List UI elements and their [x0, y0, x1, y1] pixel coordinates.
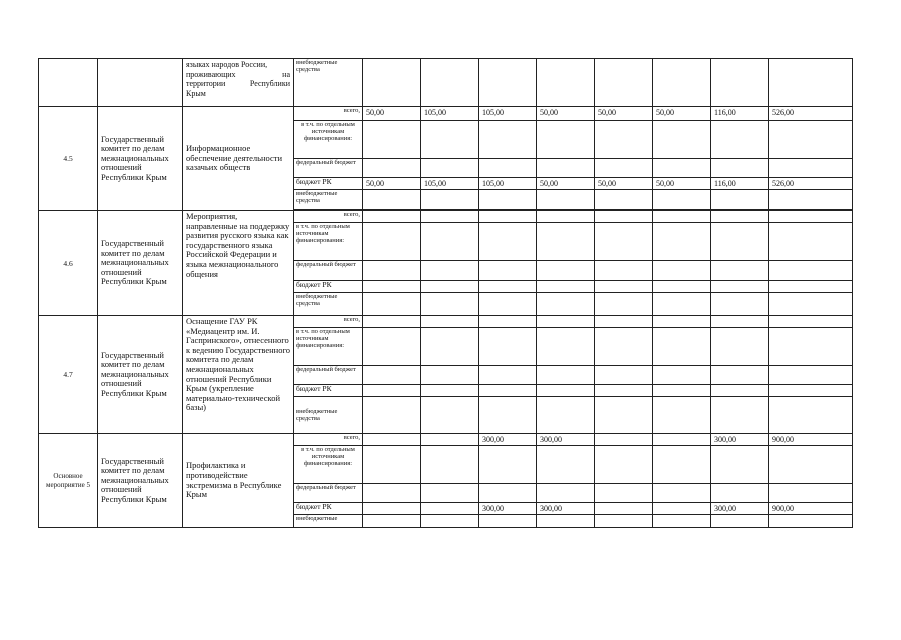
value-cell: 50,00 [537, 107, 595, 121]
value-cell: 105,00 [421, 107, 479, 121]
value-cell: 50,00 [653, 178, 711, 190]
source-label: в т.ч. по отдельным источникам финансирования: [294, 223, 363, 261]
value-cell: 300,00 [479, 434, 537, 446]
value-cell: 50,00 [363, 178, 421, 190]
source-label: внебюджетные средства [294, 59, 363, 107]
value-cell: 50,00 [537, 178, 595, 190]
executor-name: Государственный комитет по делам межнациональных отношений Республики Крым [98, 434, 183, 528]
event-name: Профилактика и противодействие экстремизма в Республике Крым [183, 434, 294, 528]
source-label: бюджет РК [294, 281, 363, 293]
source-label: в т.ч. по отдельным источникам финансирования: [294, 121, 363, 159]
source-label: всего, [294, 211, 363, 223]
value-cell: 50,00 [595, 107, 653, 121]
value-cell: 900,00 [769, 503, 853, 515]
value-cell: 300,00 [479, 503, 537, 515]
table-row [39, 211, 853, 223]
value-cell: 300,00 [711, 503, 769, 515]
table-row [39, 434, 853, 446]
row-number: Основное мероприятие 5 [39, 434, 98, 528]
value-cell [363, 434, 421, 446]
event-name: Информационное обеспечение деятельности казачьих обществ [183, 107, 294, 211]
source-label: федеральный бюджет [294, 484, 363, 503]
value-cell: 526,00 [769, 107, 853, 121]
value-cell: 116,00 [711, 107, 769, 121]
table-row [39, 59, 853, 107]
value-cell: 300,00 [537, 434, 595, 446]
source-label: всего, [294, 316, 363, 328]
value-cell: 105,00 [479, 178, 537, 190]
value-cell: 50,00 [653, 107, 711, 121]
budget-table [38, 58, 853, 528]
value-cell [421, 434, 479, 446]
row-number: 4.7 [39, 316, 98, 434]
value-cell: 105,00 [421, 178, 479, 190]
event-name: Оснащение ГАУ РК «Медиацентр им. И. Гаспринского», отнесенного к ведению Государственного комитета по делам межнациональных отношений Республики Крым (укрепление материально-технической базы) [183, 316, 294, 434]
executor-name: Государственный комитет по делам межнациональных отношений Республики Крым [98, 107, 183, 211]
source-label: федеральный бюджет [294, 159, 363, 178]
event-name: Мероприятия, направленные на поддержку развития русского языка как государственного языка Российской Федерации и языка межнационального общения [183, 211, 294, 316]
value-cell: 50,00 [595, 178, 653, 190]
value-cell: 900,00 [769, 434, 853, 446]
value-cell [595, 434, 653, 446]
value-cell [653, 503, 711, 515]
event-text: языках народов России, проживающих на территории Республики Крым [183, 59, 294, 107]
value-cell [653, 434, 711, 446]
executor-name: Государственный комитет по делам межнациональных отношений Республики Крым [98, 211, 183, 316]
value-cell: 105,00 [479, 107, 537, 121]
source-label: федеральный бюджет [294, 261, 363, 281]
source-label: федеральный бюджет [294, 366, 363, 385]
row-number: 4.6 [39, 211, 98, 316]
source-label: бюджет РК [294, 503, 363, 515]
value-cell [421, 503, 479, 515]
source-label: внебюджетные [294, 515, 363, 528]
source-label: бюджет РК [294, 385, 363, 397]
value-cell [363, 503, 421, 515]
source-label: бюджет РК [294, 178, 363, 190]
table-row [39, 107, 853, 121]
source-label: внебюджетные средства [294, 397, 363, 434]
source-label: в т.ч. по отдельным источникам финансирования: [294, 328, 363, 366]
value-cell: 50,00 [363, 107, 421, 121]
executor-name: Государственный комитет по делам межнациональных отношений Республики Крым [98, 316, 183, 434]
value-cell: 300,00 [711, 434, 769, 446]
source-label: внебюджетные средства [294, 190, 363, 210]
value-cell: 526,00 [769, 178, 853, 190]
source-label: всего, [294, 434, 363, 446]
source-label: внебюджетные средства [294, 293, 363, 316]
source-label: всего, [294, 107, 363, 121]
value-cell [595, 503, 653, 515]
value-cell: 300,00 [537, 503, 595, 515]
table-row [39, 316, 853, 328]
value-cell: 116,00 [711, 178, 769, 190]
row-number: 4.5 [39, 107, 98, 211]
source-label: в т.ч. по отдельным источникам финансирования: [294, 446, 363, 484]
